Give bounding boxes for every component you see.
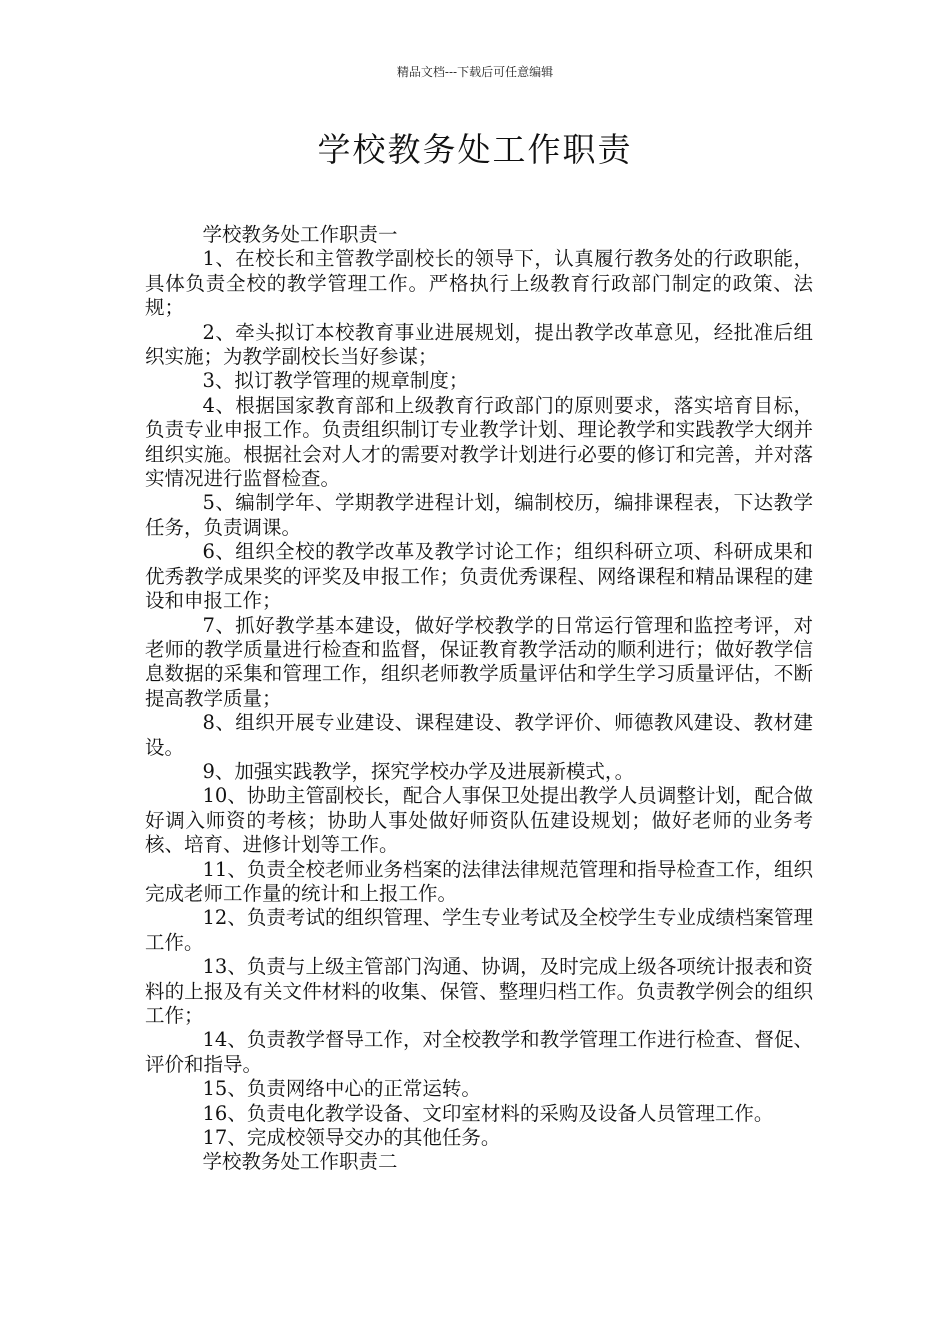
duty-item-5: 5、编制学年、学期教学进程计划，编制校历，编排课程表，下达教学任务，负责调课。 [145, 491, 813, 539]
duty-item-4: 4、根据国家教育部和上级教育行政部门的原则要求，落实培育目标，负责专业申报工作。负责组织制订专业教学计划、理论教学和实践教学大纲并组织实施。根据社会对人才的需要对教学计划进行必要的修订和完善，并对落实情况进行监督检查。 [145, 393, 813, 491]
duty-item-11: 11、负责全校老师业务档案的法律法律规范管理和指导检查工作，组织完成老师工作量的统计和上报工作。 [145, 857, 813, 905]
section-heading-1: 学校教务处工作职责一 [202, 223, 398, 246]
duty-item-12: 12、负责考试的组织管理、学生专业考试及全校学生专业成绩档案管理工作。 [145, 906, 813, 954]
duty-item-2: 2、牵头拟订本校教育事业进展规划，提出教学改革意见，经批准后组织实施；为教学副校长当好参谋； [145, 320, 813, 369]
document-title: 学校教务处工作职责 [317, 130, 633, 169]
duty-item-17: 17、完成校领导交办的其他任务。 [202, 1126, 501, 1150]
duty-item-8: 8、组织开展专业建设、课程建设、教学评价、师德教风建设、教材建设。 [145, 711, 813, 759]
section-heading-2: 学校教务处工作职责二 [202, 1150, 398, 1174]
duty-item-10: 10、协助主管副校长，配合人事保卫处提出教学人员调整计划，配合做好调入师资的考核；协助人事处做好师资队伍建设规划；做好老师的业务考核、培育、进修计划等工作。 [145, 784, 813, 857]
document-body [145, 223, 813, 1175]
duty-item-6: 6、组织全校的教学改革及教学讨论工作；组织科研立项、科研成果和优秀教学成果奖的评奖及申报工作；负责优秀课程、网络课程和精品课程的建设和申报工作； [145, 540, 813, 613]
duty-item-3: 3、拟订教学管理的规章制度； [202, 369, 469, 393]
duty-item-15: 15、负责网络中心的正常运转。 [202, 1077, 481, 1101]
duty-item-16: 16、负责电化教学设备、文印室材料的采购及设备人员管理工作。 [202, 1101, 774, 1125]
header-note: 精品文档---下载后可任意编辑 [396, 65, 554, 79]
duty-item-13: 13、负责与上级主管部门沟通、协调，及时完成上级各项统计报表和资料的上报及有关文件材料的收集、保管、整理归档工作。负责教学例会的组织工作； [145, 955, 813, 1027]
duty-item-7: 7、抓好教学基本建设，做好学校教学的日常运行管理和监控考评，对老师的教学质量进行检查和监督，保证教育教学活动的顺利进行；做好教学信息数据的采集和管理工作，组织老师教学质量评估和学生学习质量评估，不断提高教学质量； [145, 613, 813, 710]
duty-item-9: 9、加强实践教学，探究学校办学及进展新模式，。 [202, 759, 635, 783]
duty-item-1: 1、在校长和主管教学副校长的领导下，认真履行教务处的行政职能，具体负责全校的教学管理工作。严格执行上级教育行政部门制定的政策、法规； [145, 247, 813, 320]
duty-item-14: 14、负责教学督导工作，对全校教学和教学管理工作进行检查、督促、评价和指导。 [145, 1028, 813, 1076]
